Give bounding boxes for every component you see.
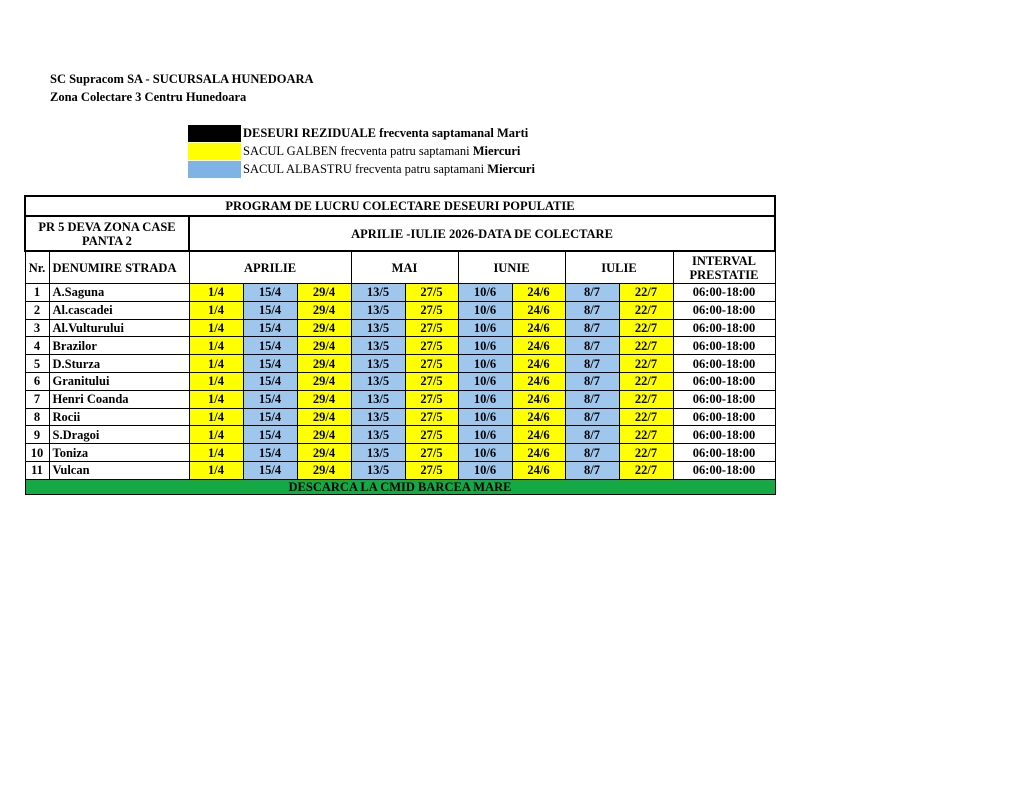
- collection-date: 27/5: [405, 319, 458, 337]
- table-row: [25, 355, 775, 373]
- collection-date: 15/4: [243, 408, 297, 426]
- month-july: IULIE: [565, 251, 673, 284]
- collection-date: 22/7: [619, 337, 673, 355]
- interval-cell: 06:00-18:00: [673, 408, 775, 426]
- row-number: 11: [25, 461, 49, 479]
- footer-note: DESCARCA LA CMID BARCEA MARE: [25, 479, 775, 494]
- collection-date: 8/7: [565, 284, 619, 302]
- collection-date: 29/4: [297, 408, 351, 426]
- collection-date: 8/7: [565, 372, 619, 390]
- collection-date: 15/4: [243, 319, 297, 337]
- table-row: [25, 461, 775, 479]
- collection-date: 24/6: [512, 337, 565, 355]
- legend-day: Marti: [496, 125, 529, 140]
- collection-date: 8/7: [565, 461, 619, 479]
- interval-cell: 06:00-18:00: [673, 355, 775, 373]
- interval-cell: 06:00-18:00: [673, 461, 775, 479]
- collection-date: 15/4: [243, 301, 297, 319]
- collection-date: 13/5: [351, 319, 405, 337]
- collection-date: 10/6: [458, 355, 512, 373]
- street-name: S.Dragoi: [49, 426, 189, 444]
- collection-date: 13/5: [351, 337, 405, 355]
- street-name: Al.cascadei: [49, 301, 189, 319]
- collection-date: 24/6: [512, 355, 565, 373]
- month-june: IUNIE: [458, 251, 565, 284]
- collection-date: 13/5: [351, 301, 405, 319]
- collection-date: 24/6: [512, 301, 565, 319]
- street-name: Henri Coanda: [49, 390, 189, 408]
- collection-date: 27/5: [405, 301, 458, 319]
- table-title: PROGRAM DE LUCRU COLECTARE DESEURI POPULATIE: [25, 196, 775, 216]
- street-name: Granitului: [49, 372, 189, 390]
- collection-date: 1/4: [189, 426, 243, 444]
- collection-date: 22/7: [619, 426, 673, 444]
- collection-date: 8/7: [565, 301, 619, 319]
- collection-date: 22/7: [619, 319, 673, 337]
- collection-date: 27/5: [405, 337, 458, 355]
- collection-date: 1/4: [189, 461, 243, 479]
- collection-date: 15/4: [243, 284, 297, 302]
- collection-date: 8/7: [565, 390, 619, 408]
- collection-date: 10/6: [458, 337, 512, 355]
- street-name: Rocii: [49, 408, 189, 426]
- collection-date: 1/4: [189, 355, 243, 373]
- street-name: D.Sturza: [49, 355, 189, 373]
- collection-date: 24/6: [512, 426, 565, 444]
- collection-date: 22/7: [619, 444, 673, 462]
- collection-date: 22/7: [619, 461, 673, 479]
- collection-date: 10/6: [458, 319, 512, 337]
- collection-date: 1/4: [189, 301, 243, 319]
- legend-item: [188, 142, 535, 160]
- collection-date: 29/4: [297, 301, 351, 319]
- collection-date: 1/4: [189, 284, 243, 302]
- legend-text: SACUL GALBEN frecventa patru saptamani: [243, 143, 473, 158]
- collection-date: 29/4: [297, 355, 351, 373]
- table-row: [25, 284, 775, 302]
- collection-date: 10/6: [458, 301, 512, 319]
- collection-date: 8/7: [565, 319, 619, 337]
- table-row: [25, 337, 775, 355]
- collection-date: 29/4: [297, 337, 351, 355]
- collection-date: 10/6: [458, 426, 512, 444]
- collection-date: 13/5: [351, 408, 405, 426]
- collection-date: 27/5: [405, 355, 458, 373]
- collection-date: 1/4: [189, 337, 243, 355]
- zone-label: PR 5 DEVA ZONA CASE PANTA 2: [25, 216, 189, 251]
- row-number: 3: [25, 319, 49, 337]
- collection-date: 8/7: [565, 337, 619, 355]
- collection-date: 1/4: [189, 319, 243, 337]
- row-number: 7: [25, 390, 49, 408]
- collection-date: 22/7: [619, 284, 673, 302]
- street-name: Vulcan: [49, 461, 189, 479]
- schedule-table: [24, 195, 776, 495]
- legend-day: Miercuri: [472, 143, 521, 158]
- collection-date: 13/5: [351, 461, 405, 479]
- collection-date: 8/7: [565, 426, 619, 444]
- collection-date: 24/6: [512, 319, 565, 337]
- table-row: [25, 426, 775, 444]
- table-row: [25, 444, 775, 462]
- interval-cell: 06:00-18:00: [673, 372, 775, 390]
- nr-header: Nr.: [25, 251, 49, 284]
- legend-swatch: [188, 161, 241, 178]
- interval-header: INTERVAL PRESTATIE: [673, 251, 775, 284]
- collection-date: 15/4: [243, 390, 297, 408]
- collection-date: 13/5: [351, 355, 405, 373]
- collection-date: 10/6: [458, 372, 512, 390]
- row-number: 5: [25, 355, 49, 373]
- interval-cell: 06:00-18:00: [673, 444, 775, 462]
- street-name: Brazilor: [49, 337, 189, 355]
- collection-date: 10/6: [458, 444, 512, 462]
- collection-date: 1/4: [189, 390, 243, 408]
- interval-cell: 06:00-18:00: [673, 337, 775, 355]
- collection-date: 22/7: [619, 355, 673, 373]
- table-row: [25, 301, 775, 319]
- collection-date: 22/7: [619, 372, 673, 390]
- collection-date: 27/5: [405, 461, 458, 479]
- row-number: 10: [25, 444, 49, 462]
- interval-cell: 06:00-18:00: [673, 426, 775, 444]
- collection-date: 8/7: [565, 408, 619, 426]
- street-name: A.Saguna: [49, 284, 189, 302]
- street-header: DENUMIRE STRADA: [49, 251, 189, 284]
- collection-date: 27/5: [405, 444, 458, 462]
- legend-text: SACUL ALBASTRU frecventa patru saptamani: [243, 161, 488, 176]
- collection-date: 29/4: [297, 390, 351, 408]
- period-label: APRILIE -IULIE 2026-DATA DE COLECTARE: [189, 216, 775, 251]
- table-row: [25, 408, 775, 426]
- collection-date: 27/5: [405, 426, 458, 444]
- collection-date: 24/6: [512, 461, 565, 479]
- row-number: 2: [25, 301, 49, 319]
- street-name: Toniza: [49, 444, 189, 462]
- legend-day: Miercuri: [487, 161, 535, 176]
- collection-date: 1/4: [189, 444, 243, 462]
- collection-date: 13/5: [351, 426, 405, 444]
- collection-date: 8/7: [565, 355, 619, 373]
- interval-cell: 06:00-18:00: [673, 301, 775, 319]
- zone-name: Zona Colectare 3 Centru Hunedoara: [50, 90, 247, 104]
- row-number: 6: [25, 372, 49, 390]
- collection-date: 10/6: [458, 408, 512, 426]
- collection-date: 15/4: [243, 355, 297, 373]
- month-may: MAI: [351, 251, 458, 284]
- row-number: 4: [25, 337, 49, 355]
- collection-date: 8/7: [565, 444, 619, 462]
- collection-date: 22/7: [619, 301, 673, 319]
- collection-date: 10/6: [458, 284, 512, 302]
- collection-date: 24/6: [512, 390, 565, 408]
- collection-date: 27/5: [405, 372, 458, 390]
- collection-date: 10/6: [458, 390, 512, 408]
- collection-date: 22/7: [619, 390, 673, 408]
- collection-date: 1/4: [189, 408, 243, 426]
- interval-cell: 06:00-18:00: [673, 319, 775, 337]
- collection-date: 15/4: [243, 372, 297, 390]
- legend-swatch: [188, 143, 241, 160]
- collection-date: 15/4: [243, 461, 297, 479]
- collection-date: 29/4: [297, 426, 351, 444]
- row-number: 8: [25, 408, 49, 426]
- collection-date: 24/6: [512, 284, 565, 302]
- collection-date: 29/4: [297, 461, 351, 479]
- collection-date: 10/6: [458, 461, 512, 479]
- legend-swatch: [188, 125, 241, 142]
- collection-date: 13/5: [351, 372, 405, 390]
- row-number: 1: [25, 284, 49, 302]
- collection-date: 13/5: [351, 284, 405, 302]
- collection-date: 27/5: [405, 408, 458, 426]
- collection-date: 29/4: [297, 284, 351, 302]
- table-row: [25, 390, 775, 408]
- collection-date: 15/4: [243, 426, 297, 444]
- collection-date: 24/6: [512, 408, 565, 426]
- collection-date: 13/5: [351, 444, 405, 462]
- legend-text: DESEURI REZIDUALE frecventa saptamanal: [243, 125, 497, 140]
- collection-date: 24/6: [512, 444, 565, 462]
- interval-cell: 06:00-18:00: [673, 390, 775, 408]
- street-name: Al.Vulturului: [49, 319, 189, 337]
- collection-date: 1/4: [189, 372, 243, 390]
- collection-date: 27/5: [405, 390, 458, 408]
- collection-date: 15/4: [243, 337, 297, 355]
- collection-date: 29/4: [297, 372, 351, 390]
- company-name: SC Supracom SA - SUCURSALA HUNEDOARA: [50, 72, 314, 86]
- collection-date: 22/7: [619, 408, 673, 426]
- legend-item: [188, 160, 535, 178]
- table-row: [25, 319, 775, 337]
- table-row: [25, 372, 775, 390]
- collection-date: 29/4: [297, 319, 351, 337]
- interval-cell: 06:00-18:00: [673, 284, 775, 302]
- collection-date: 15/4: [243, 444, 297, 462]
- collection-date: 13/5: [351, 390, 405, 408]
- legend-item: [188, 124, 535, 142]
- legend: [188, 124, 535, 178]
- collection-date: 27/5: [405, 284, 458, 302]
- collection-date: 24/6: [512, 372, 565, 390]
- row-number: 9: [25, 426, 49, 444]
- collection-date: 29/4: [297, 444, 351, 462]
- month-april: APRILIE: [189, 251, 351, 284]
